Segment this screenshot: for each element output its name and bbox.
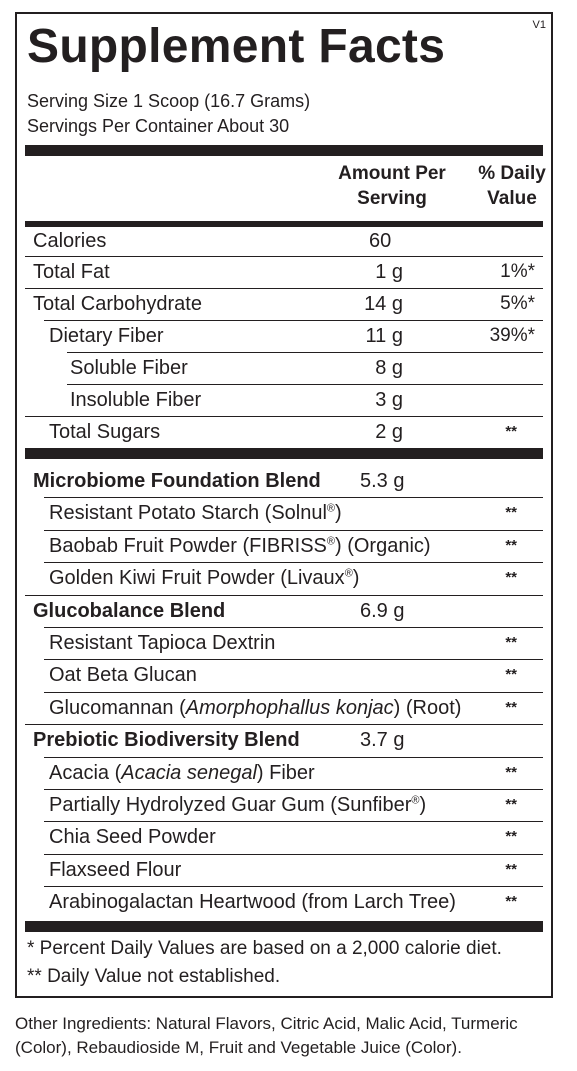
ingredient-row (17, 854, 551, 886)
ingredient-name: Resistant Tapioca Dextrin (49, 632, 276, 654)
nutrient-name: Insoluble Fiber (70, 389, 202, 411)
daily-value: ** (505, 423, 517, 440)
ingredient-row (17, 659, 551, 691)
daily-value: ** (505, 634, 517, 651)
daily-value-header: % Daily Value (478, 163, 546, 209)
daily-value: ** (505, 536, 517, 554)
daily-value: ** (505, 569, 517, 587)
daily-value: ** (505, 698, 517, 716)
ingredient-name: Acacia (Acacia senegal) Fiber (49, 761, 315, 784)
daily-value: ** (505, 860, 517, 878)
nutrient-row (17, 320, 551, 352)
nutrient-name: Dietary Fiber (49, 325, 164, 347)
nutrient-row (17, 288, 551, 320)
nutrient-name: Soluble Fiber (70, 357, 188, 379)
blend-name: Prebiotic Biodiversity Blend (33, 729, 300, 752)
blend-amount: 6.9 g (360, 599, 405, 622)
ingredient-name: Chia Seed Powder (49, 826, 216, 849)
daily-value: 39%* (489, 325, 535, 346)
other-ingredients: Other Ingredients: Natural Flavors, Citric Acid, Malic Acid, Turmeric (Color), Rebaudioside M, Fruit and Vegetable Juice (Color). (15, 1014, 518, 1057)
blend-row (17, 465, 551, 497)
thick-divider (25, 448, 543, 459)
nutrient-name: Total Sugars (49, 421, 161, 443)
ingredient-name: Glucomannan (Amorphophallus konjac) (Root) (49, 696, 462, 719)
daily-value: 1%* (500, 261, 535, 282)
blend-row (17, 595, 551, 627)
nutrient-row (17, 225, 551, 257)
nutrient-amount: 11 g (365, 325, 403, 347)
nutrient-amount: 60 (369, 230, 392, 252)
daily-value: ** (505, 828, 517, 846)
nutrient-amount: 3 g (375, 389, 403, 411)
panel-title: Supplement Facts (27, 20, 446, 73)
nutrient-name: Calories (33, 230, 107, 252)
nutrient-name: Total Fat (33, 261, 110, 283)
ingredient-name: Baobab Fruit Powder (FIBRISS®) (Organic) (49, 534, 431, 557)
ingredient-row (17, 562, 551, 594)
ingredient-row (17, 886, 551, 918)
daily-value: ** (505, 796, 517, 813)
nutrient-amount: 8 g (375, 357, 403, 379)
nutrient-row (17, 384, 551, 416)
nutrient-row (17, 256, 551, 288)
nutrient-name: Total Carbohydrate (33, 293, 202, 315)
blend-amount: 5.3 g (360, 470, 405, 492)
ingredient-row (17, 821, 551, 853)
footnote-percent-dv: * Percent Daily Values are based on a 2,000 calorie diet. (27, 938, 502, 959)
ingredient-row (17, 497, 551, 529)
nutrient-row (17, 416, 551, 448)
thick-divider (25, 145, 543, 156)
ingredient-name: Arabinogalactan Heartwood (from Larch Tree) (49, 891, 456, 914)
serving-size: Serving Size 1 Scoop (16.7 Grams) (27, 91, 311, 111)
amount-per-serving-header: Amount Per Serving (338, 163, 446, 209)
nutrient-row (17, 352, 551, 384)
ingredient-row (17, 530, 551, 562)
thick-divider (25, 921, 543, 932)
nutrient-amount: 14 g (364, 293, 403, 315)
blend-name: Microbiome Foundation Blend (33, 470, 321, 492)
daily-value: ** (505, 504, 517, 522)
ingredient-name: Flaxseed Flour (49, 858, 182, 881)
supplement-facts-panel (15, 12, 553, 998)
ingredient-name: Golden Kiwi Fruit Powder (Livaux®) (49, 567, 360, 590)
nutrient-amount: 1 g (375, 261, 403, 283)
nutrient-amount: 2 g (375, 421, 403, 443)
footnote-not-established: ** Daily Value not established. (27, 966, 281, 987)
blend-row (17, 724, 551, 756)
servings-per-container: Servings Per Container About 30 (27, 116, 290, 136)
daily-value: ** (505, 763, 517, 781)
ingredient-row (17, 692, 551, 724)
daily-value: ** (505, 893, 517, 911)
blend-name: Glucobalance Blend (33, 599, 226, 622)
ingredient-row (17, 757, 551, 789)
daily-value: ** (505, 666, 517, 684)
daily-value: 5%* (500, 293, 535, 314)
ingredient-name: Resistant Potato Starch (Solnul®) (49, 502, 342, 525)
version-code: V1 (532, 19, 546, 31)
blend-amount: 3.7 g (360, 729, 405, 752)
ingredient-row (17, 627, 551, 659)
ingredient-name: Partially Hydrolyzed Guar Gum (Sunfiber®) (49, 794, 427, 816)
ingredient-name: Oat Beta Glucan (49, 664, 197, 687)
ingredient-row (17, 789, 551, 821)
